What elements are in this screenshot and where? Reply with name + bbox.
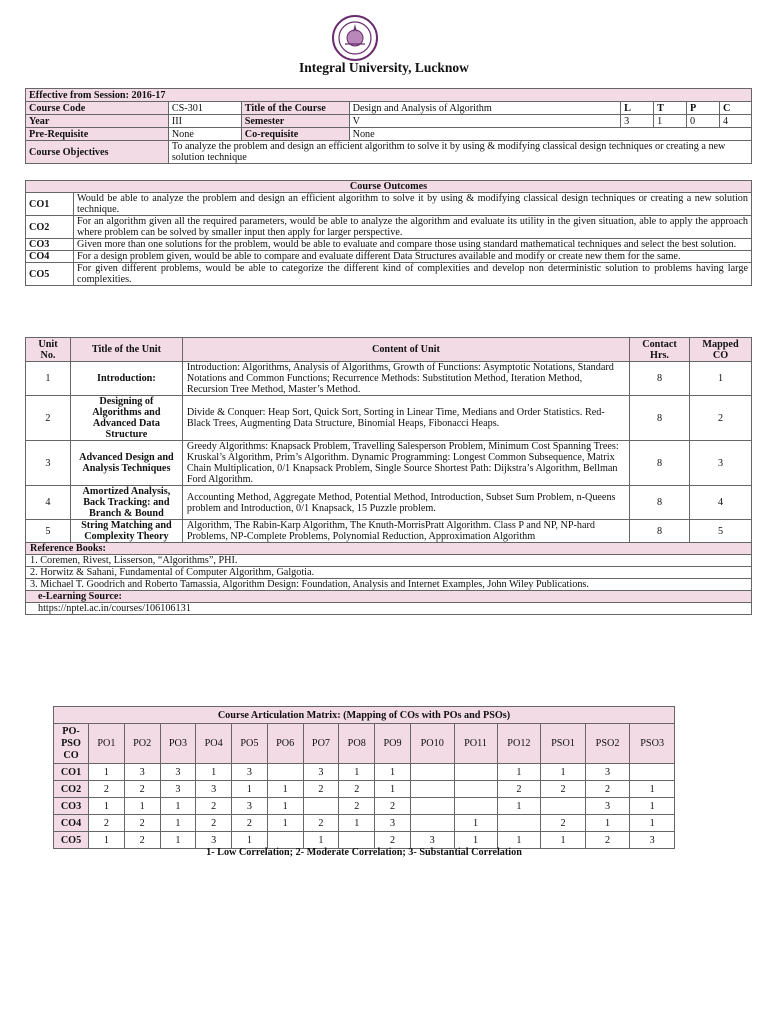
matrix-cell: 3 bbox=[375, 815, 411, 832]
matrix-cell: 1 bbox=[160, 815, 196, 832]
unit-content: Algorithm, The Rabin-Karp Algorithm, The Knuth-MorrisPratt Algorithm. Class P and NP, NP-hard Problems, NP-Complete Problems, Polynomial Reduction, Approximation Algorithm bbox=[182, 520, 629, 543]
matrix-cell: 1 bbox=[267, 815, 303, 832]
objectives-text: To analyze the problem and design an efficient algorithm to solve it by using & modifying classical design techniques or creating a new solution technique bbox=[168, 141, 751, 164]
matrix-cell bbox=[454, 781, 497, 798]
matrix-cell: 1 bbox=[630, 781, 675, 798]
unit-co: 5 bbox=[689, 520, 751, 543]
unit-co: 4 bbox=[689, 486, 751, 520]
matrix-cell: 3 bbox=[585, 764, 630, 781]
unit-row bbox=[26, 520, 752, 543]
unit-content: Accounting Method, Aggregate Method, Potential Method, Introduction, Subset Sum Problem, n-Queens problem and Introduction, 0/1 Knapsack, 15 Puzzle problem. bbox=[182, 486, 629, 520]
matrix-col-header: PO7 bbox=[303, 724, 339, 764]
matrix-cell: 2 bbox=[124, 781, 160, 798]
matrix-co-label: CO1 bbox=[54, 764, 89, 781]
l-value: 3 bbox=[621, 115, 654, 128]
unit-row bbox=[26, 486, 752, 520]
reference-item: 2. Horwitz & Sahani, Fundamental of Computer Algorithm, Galgotia. bbox=[26, 567, 752, 579]
matrix-cell: 1 bbox=[339, 815, 375, 832]
unit-title: String Matching and Complexity Theory bbox=[70, 520, 182, 543]
matrix-cell: 3 bbox=[160, 764, 196, 781]
matrix-co-label: CO4 bbox=[54, 815, 89, 832]
outcomes-heading: Course Outcomes bbox=[26, 181, 752, 193]
unit-co: 2 bbox=[689, 396, 751, 441]
unit-no: 3 bbox=[26, 441, 71, 486]
matrix-cell: 1 bbox=[497, 764, 541, 781]
matrix-cell: 1 bbox=[541, 832, 586, 849]
outcome-id: CO5 bbox=[26, 263, 74, 286]
matrix-col-header: PO12 bbox=[497, 724, 541, 764]
p-label: P bbox=[687, 102, 720, 115]
matrix-cell: 2 bbox=[303, 781, 339, 798]
matrix-cell: 1 bbox=[303, 832, 339, 849]
matrix-cell bbox=[303, 798, 339, 815]
outcome-row bbox=[26, 251, 752, 263]
unit-hrs: 8 bbox=[630, 520, 690, 543]
matrix-cell: 2 bbox=[375, 798, 411, 815]
matrix-cell bbox=[410, 764, 454, 781]
matrix-cell: 3 bbox=[196, 832, 232, 849]
matrix-cell: 3 bbox=[303, 764, 339, 781]
corner-line: PSO bbox=[61, 737, 81, 749]
matrix-cell: 1 bbox=[630, 798, 675, 815]
matrix-cell bbox=[267, 764, 303, 781]
objectives-label: Course Objectives bbox=[26, 141, 169, 164]
unit-no: 5 bbox=[26, 520, 71, 543]
unit-content: Introduction: Algorithms, Analysis of Algorithms, Growth of Functions: Asymptotic Notations, Standard Notations and Common Functions; Recurrence Methods: Substitution Method, Iteration Method, Recursion Tree Method, Master’s Method. bbox=[182, 362, 629, 396]
matrix-cell: 3 bbox=[232, 798, 268, 815]
matrix-cell bbox=[267, 832, 303, 849]
matrix-cell: 2 bbox=[541, 815, 586, 832]
matrix-cell: 1 bbox=[124, 798, 160, 815]
contact-hrs-header: Contact Hrs. bbox=[630, 338, 690, 362]
mapped-co-header: Mapped CO bbox=[689, 338, 751, 362]
matrix-col-header: PSO3 bbox=[630, 724, 675, 764]
matrix-cell: 3 bbox=[232, 764, 268, 781]
matrix-cell: 1 bbox=[454, 815, 497, 832]
matrix-cell: 1 bbox=[160, 832, 196, 849]
matrix-cell bbox=[410, 798, 454, 815]
matrix-col-header: PO9 bbox=[375, 724, 411, 764]
matrix-cell bbox=[410, 815, 454, 832]
matrix-cell: 1 bbox=[232, 832, 268, 849]
matrix-cell: 2 bbox=[196, 815, 232, 832]
matrix-cell: 3 bbox=[124, 764, 160, 781]
matrix-row bbox=[54, 798, 675, 815]
matrix-cell: 2 bbox=[541, 781, 586, 798]
prereq-value: None bbox=[168, 128, 241, 141]
unit-co: 1 bbox=[689, 362, 751, 396]
outcome-text: For a design problem given, would be able to compare and evaluate different Data Structures available and modify or create new them for the same. bbox=[74, 251, 752, 263]
matrix-col-header: PO8 bbox=[339, 724, 375, 764]
matrix-col-header: PO1 bbox=[89, 724, 125, 764]
course-code: CS-301 bbox=[168, 102, 241, 115]
matrix-co-label: CO2 bbox=[54, 781, 89, 798]
c-label: C bbox=[720, 102, 752, 115]
matrix-cell: 1 bbox=[196, 764, 232, 781]
matrix-cell: 2 bbox=[585, 832, 630, 849]
matrix-cell: 1 bbox=[454, 832, 497, 849]
units-table bbox=[25, 337, 752, 615]
reference-item: 3. Michael T. Goodrich and Roberto Tamassia, Algorithm Design: Foundation, Analysis and Internet Examples, John Wiley Publications. bbox=[26, 579, 752, 591]
reference-item: 1. Coremen, Rivest, Lisserson, “Algorithms”, PHI. bbox=[26, 555, 752, 567]
elearning-heading: e-Learning Source: bbox=[26, 591, 752, 603]
matrix-cell: 1 bbox=[497, 832, 541, 849]
matrix-cell: 2 bbox=[303, 815, 339, 832]
outcome-id: CO4 bbox=[26, 251, 74, 263]
matrix-cell: 2 bbox=[339, 798, 375, 815]
unit-no: 2 bbox=[26, 396, 71, 441]
unit-row bbox=[26, 396, 752, 441]
unit-hrs: 8 bbox=[630, 396, 690, 441]
matrix-cell: 2 bbox=[124, 815, 160, 832]
matrix-col-header: PO11 bbox=[454, 724, 497, 764]
outcome-text: For given different problems, would be able to categorize the different kind of complexities and develop non deterministic solution to problems having large complexities. bbox=[74, 263, 752, 286]
matrix-col-header: PO4 bbox=[196, 724, 232, 764]
matrix-cell bbox=[454, 764, 497, 781]
outcome-id: CO2 bbox=[26, 216, 74, 239]
matrix-cell: 1 bbox=[497, 798, 541, 815]
matrix-cell: 2 bbox=[196, 798, 232, 815]
matrix-col-header: PSO2 bbox=[585, 724, 630, 764]
matrix-cell: 1 bbox=[375, 764, 411, 781]
elearning-link[interactable]: https://nptel.ac.in/courses/106106131 bbox=[26, 603, 752, 615]
course-code-label: Course Code bbox=[26, 102, 169, 115]
articulation-matrix-table bbox=[53, 706, 675, 849]
unit-no: 1 bbox=[26, 362, 71, 396]
unit-no: 4 bbox=[26, 486, 71, 520]
year-value: III bbox=[168, 115, 241, 128]
correlation-legend: 1- Low Correlation; 2- Moderate Correlation; 3- Substantial Correlation bbox=[206, 847, 522, 858]
matrix-cell bbox=[497, 815, 541, 832]
reference-books-heading: Reference Books: bbox=[26, 543, 752, 555]
matrix-cell: 3 bbox=[196, 781, 232, 798]
matrix-col-header: PSO1 bbox=[541, 724, 586, 764]
matrix-cell: 2 bbox=[375, 832, 411, 849]
matrix-cell: 3 bbox=[160, 781, 196, 798]
corner-line: CO bbox=[63, 749, 79, 761]
matrix-cell: 3 bbox=[585, 798, 630, 815]
matrix-col-header: PO2 bbox=[124, 724, 160, 764]
outcome-row bbox=[26, 193, 752, 216]
course-outcomes-table bbox=[25, 180, 752, 286]
session-label: Effective from Session: 2016-17 bbox=[26, 89, 752, 102]
outcome-text: For an algorithm given all the required parameters, would be able to analyze the algorithm and evaluate its utility in the given situation, able to apply the approach where problem can be solved by smaller input then apply for larger perspective. bbox=[74, 216, 752, 239]
corner-line: PO- bbox=[62, 725, 80, 737]
unit-co: 3 bbox=[689, 441, 751, 486]
matrix-cell: 1 bbox=[375, 781, 411, 798]
t-label: T bbox=[654, 102, 687, 115]
unit-hrs: 8 bbox=[630, 441, 690, 486]
course-info-table bbox=[25, 88, 752, 164]
unit-row bbox=[26, 441, 752, 486]
matrix-cell: 1 bbox=[541, 764, 586, 781]
matrix-cell: 1 bbox=[89, 798, 125, 815]
unit-title: Designing of Algorithms and Advanced Data Structure bbox=[70, 396, 182, 441]
matrix-cell: 2 bbox=[89, 781, 125, 798]
matrix-co-label: CO5 bbox=[54, 832, 89, 849]
unit-row bbox=[26, 362, 752, 396]
university-name: Integral University, Lucknow bbox=[299, 60, 469, 75]
outcome-text: Given more than one solutions for the problem, would be able to evaluate and compare those using standard mathematical techniques and select the best solution. bbox=[74, 239, 752, 251]
unit-title-header: Title of the Unit bbox=[70, 338, 182, 362]
unit-title: Advanced Design and Analysis Techniques bbox=[70, 441, 182, 486]
unit-title: Introduction: bbox=[70, 362, 182, 396]
outcome-id: CO3 bbox=[26, 239, 74, 251]
unit-hrs: 8 bbox=[630, 486, 690, 520]
coreq-value: None bbox=[349, 128, 751, 141]
unit-content: Divide & Conquer: Heap Sort, Quick Sort, Sorting in Linear Time, Medians and Order Statistics. Red-Black Trees, Augmenting Data Structure, Binomial Heaps, Fibonacci Heaps. bbox=[182, 396, 629, 441]
course-title: Design and Analysis of Algorithm bbox=[349, 102, 621, 115]
p-value: 0 bbox=[687, 115, 720, 128]
l-label: L bbox=[621, 102, 654, 115]
matrix-cell bbox=[541, 798, 586, 815]
outcome-id: CO1 bbox=[26, 193, 74, 216]
matrix-cell: 2 bbox=[497, 781, 541, 798]
university-logo-icon bbox=[331, 14, 379, 62]
outcome-row bbox=[26, 239, 752, 251]
matrix-row bbox=[54, 764, 675, 781]
matrix-cell: 1 bbox=[339, 764, 375, 781]
matrix-cell: 1 bbox=[232, 781, 268, 798]
unit-title: Amortized Analysis, Back Tracking: and Branch & Bound bbox=[70, 486, 182, 520]
outcome-row bbox=[26, 216, 752, 239]
matrix-cell: 3 bbox=[410, 832, 454, 849]
outcome-text: Would be able to analyze the problem and design an efficient algorithm to solve it by using & modifying classical design techniques or creating a new solution technique. bbox=[74, 193, 752, 216]
course-title-label: Title of the Course bbox=[241, 102, 349, 115]
matrix-row bbox=[54, 815, 675, 832]
matrix-title: Course Articulation Matrix: (Mapping of COs with POs and PSOs) bbox=[54, 707, 675, 724]
matrix-cell bbox=[630, 764, 675, 781]
matrix-cell bbox=[339, 832, 375, 849]
unit-hrs: 8 bbox=[630, 362, 690, 396]
outcome-row bbox=[26, 263, 752, 286]
t-value: 1 bbox=[654, 115, 687, 128]
matrix-cell bbox=[410, 781, 454, 798]
matrix-col-header: PO10 bbox=[410, 724, 454, 764]
matrix-cell: 2 bbox=[124, 832, 160, 849]
matrix-row bbox=[54, 781, 675, 798]
matrix-cell: 1 bbox=[267, 781, 303, 798]
semester-value: V bbox=[349, 115, 621, 128]
unit-content-header: Content of Unit bbox=[182, 338, 629, 362]
matrix-cell: 1 bbox=[89, 832, 125, 849]
matrix-cell: 2 bbox=[232, 815, 268, 832]
c-value: 4 bbox=[720, 115, 752, 128]
matrix-cell: 1 bbox=[585, 815, 630, 832]
matrix-cell: 2 bbox=[89, 815, 125, 832]
matrix-cell: 1 bbox=[89, 764, 125, 781]
matrix-cell bbox=[454, 798, 497, 815]
matrix-row bbox=[54, 832, 675, 849]
unit-content: Greedy Algorithms: Knapsack Problem, Travelling Salesperson Problem, Minimum Cost Spanning Trees: Kruskal’s Algorithm, Prim’s Algorithm. Dynamic Programming: Longest Common Subsequence, Matrix Chain Multiplication, 0/1 Knapsack Problem, Single Source Shortest Path: Dijkstra’s Algorithm, Bellman Ford Algorithm. bbox=[182, 441, 629, 486]
matrix-col-header: PO5 bbox=[232, 724, 268, 764]
unit-no-header: Unit No. bbox=[26, 338, 71, 362]
matrix-cell: 1 bbox=[630, 815, 675, 832]
matrix-cell: 1 bbox=[160, 798, 196, 815]
matrix-col-header: PO3 bbox=[160, 724, 196, 764]
semester-label: Semester bbox=[241, 115, 349, 128]
matrix-corner bbox=[54, 724, 89, 764]
matrix-col-header: PO6 bbox=[267, 724, 303, 764]
matrix-cell: 2 bbox=[339, 781, 375, 798]
coreq-label: Co-requisite bbox=[241, 128, 349, 141]
matrix-co-label: CO3 bbox=[54, 798, 89, 815]
prereq-label: Pre-Requisite bbox=[26, 128, 169, 141]
year-label: Year bbox=[26, 115, 169, 128]
matrix-cell: 1 bbox=[267, 798, 303, 815]
matrix-cell: 3 bbox=[630, 832, 675, 849]
matrix-cell: 2 bbox=[585, 781, 630, 798]
